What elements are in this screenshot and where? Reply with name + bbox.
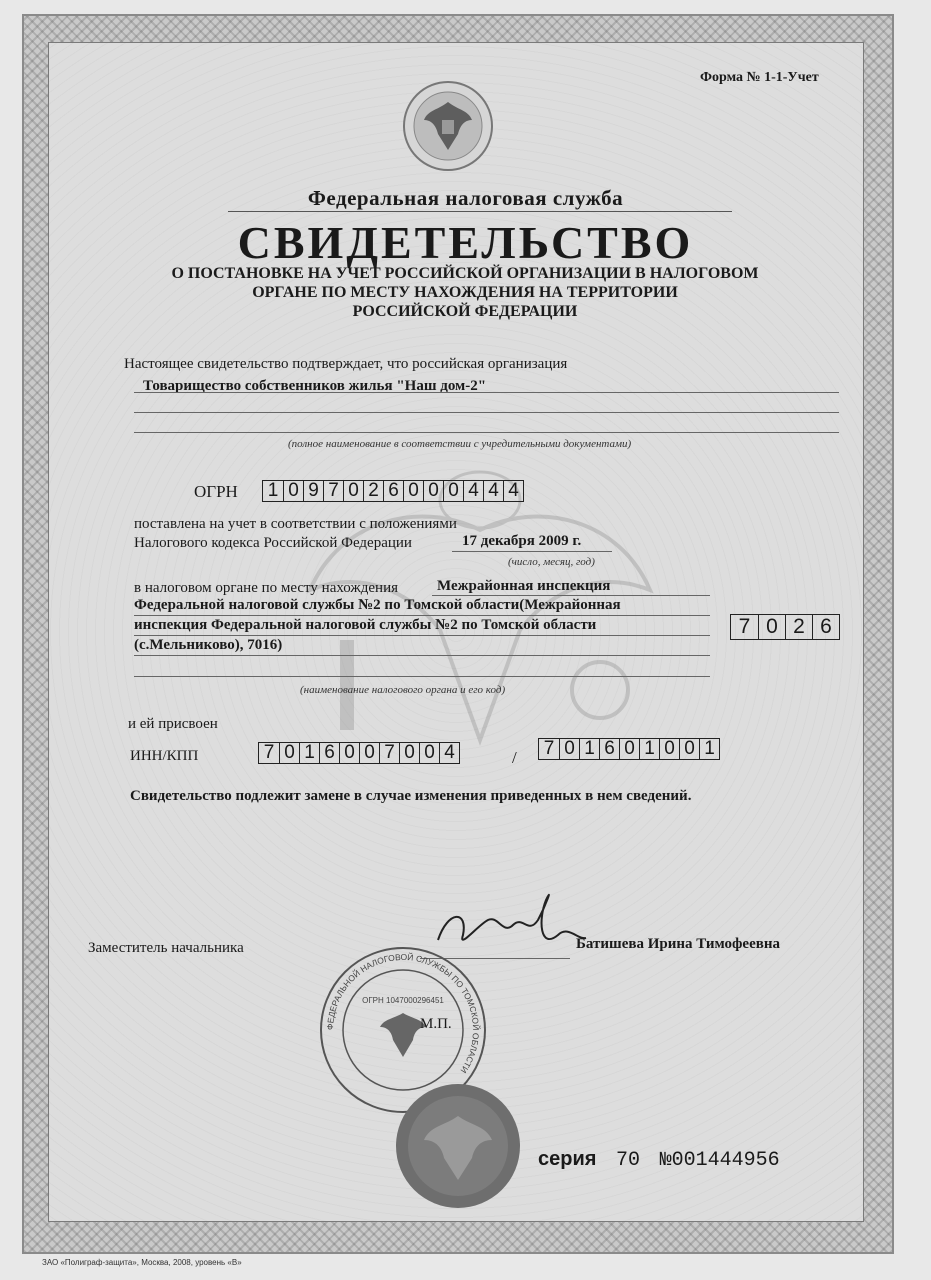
inn-value <box>258 742 460 764</box>
ogrn-value <box>262 480 524 502</box>
inn-digit: 0 <box>339 743 359 763</box>
agency-name: Федеральная налоговая служба <box>307 186 624 210</box>
ogrn-digit: 9 <box>303 481 323 501</box>
kpp-digit: 7 <box>543 738 555 759</box>
stamp-ogrn-text: ОГРН 1047000296451 <box>362 996 444 1005</box>
form-label: Форма № 1-1-Учет <box>700 70 819 85</box>
date-line <box>452 551 612 552</box>
kpp-digit: 0 <box>619 739 639 759</box>
inn-digit: 0 <box>359 743 379 763</box>
series-number <box>538 1148 780 1172</box>
signer-name: Батишева Ирина Тимофеевна <box>576 936 780 952</box>
authority-hint: (наименование налогового органа и его код) <box>300 684 506 696</box>
subtitle-line: РОССИЙСКОЙ ФЕДЕРАЦИИ <box>352 303 578 320</box>
kpp-digit: 0 <box>559 739 579 759</box>
series-label: серия <box>538 1148 597 1170</box>
authority-code-digit: 0 <box>758 615 785 639</box>
stamp-outer-text: ФЕДЕРАЛЬНОЙ НАЛОГОВОЙ СЛУЖБЫ ПО ТОМСКОЙ ОБЛАСТИ <box>324 951 482 1075</box>
ogrn-digit: 0 <box>283 481 303 501</box>
date-hint: (число, месяц, год) <box>508 556 595 568</box>
document-subtitle <box>120 264 810 321</box>
registration-text: поставлена на учет в соответствии с положениями <box>134 516 457 532</box>
authority-name-line: (с.Мельниково), 7016) <box>134 637 283 653</box>
document-title: СВИДЕТЕЛЬСТВО <box>237 217 694 268</box>
inn-digit: 6 <box>319 743 339 763</box>
inn-digit: 4 <box>439 743 459 763</box>
authority-name-line: Федеральной налоговой службы №2 по Томской области(Межрайонная <box>134 597 621 613</box>
org-line <box>134 412 839 413</box>
series-value: 70 <box>616 1149 641 1172</box>
ogrn-digit: 0 <box>443 481 463 501</box>
inn-kpp-separator: / <box>512 748 517 767</box>
kpp-value <box>538 738 720 760</box>
ogrn-digit: 4 <box>483 481 503 501</box>
kpp-digit: 0 <box>679 739 699 759</box>
assigned-text: и ей присвоен <box>128 716 218 732</box>
ogrn-digit: 4 <box>503 481 523 501</box>
inn-digit: 0 <box>399 743 419 763</box>
subtitle-line: О ПОСТАНОВКЕ НА УЧЕТ РОССИЙСКОЙ ОРГАНИЗАЦИИ В НАЛОГОВОМ <box>171 265 759 282</box>
authority-line <box>432 595 710 596</box>
org-line <box>134 432 839 433</box>
org-hint: (полное наименование в соответствии с учредительными документами) <box>288 438 632 450</box>
ogrn-digit: 0 <box>343 481 363 501</box>
kpp-digit: 0 <box>659 739 679 759</box>
inn-digit: 0 <box>279 743 299 763</box>
inn-digit: 7 <box>263 742 275 763</box>
replacement-note: Свидетельство подлежит замене в случае изменения приведенных в нем сведений. <box>130 788 692 804</box>
authority-line <box>134 615 710 616</box>
authority-code-digit: 6 <box>812 615 839 639</box>
subtitle-line: ОРГАНЕ ПО МЕСТУ НАХОЖДЕНИЯ НА ТЕРРИТОРИИ <box>252 284 678 301</box>
org-line <box>134 392 839 393</box>
kpp-digit: 6 <box>599 739 619 759</box>
ogrn-digit: 2 <box>363 481 383 501</box>
ogrn-digit: 0 <box>403 481 423 501</box>
authority-name-line: Межрайонная инспекция <box>437 578 611 594</box>
authority-code <box>730 614 840 640</box>
printer-imprint: ЗАО «Полиграф-защита», Москва, 2008, уровень «В» <box>42 1258 242 1267</box>
registration-text: Налогового кодекса Российской Федерации <box>134 535 412 551</box>
inn-digit: 0 <box>419 743 439 763</box>
kpp-digit: 1 <box>579 739 599 759</box>
ogrn-digit: 7 <box>323 481 343 501</box>
organization-name: Товарищество собственников жилья "Наш дом-2" <box>143 378 487 394</box>
authority-name-line: инспекция Федеральной налоговой службы №2 по Томской области <box>134 617 597 633</box>
authority-line <box>134 655 710 656</box>
authority-line <box>134 676 710 677</box>
stamp-place: М.П. <box>420 1016 452 1032</box>
hologram-sticker <box>394 1082 522 1210</box>
inn-kpp-label: ИНН/КПП <box>130 748 199 764</box>
registration-date: 17 декабря 2009 г. <box>462 533 582 549</box>
ogrn-digit: 0 <box>423 481 443 501</box>
ogrn-label: ОГРН <box>194 482 238 501</box>
authority-code-digit: 2 <box>785 615 812 639</box>
certificate-number: №001444956 <box>659 1149 780 1172</box>
inn-digit: 1 <box>299 743 319 763</box>
intro-text: Настоящее свидетельство подтверждает, что российская организация <box>124 356 568 372</box>
agency-underline <box>228 211 732 212</box>
ogrn-digit: 6 <box>383 481 403 501</box>
authority-intro: в налоговом органе по месту нахождения <box>134 580 399 596</box>
kpp-digit: 1 <box>639 739 659 759</box>
inn-digit: 7 <box>379 743 399 763</box>
fns-emblem-icon <box>402 80 494 172</box>
signer-position: Заместитель начальника <box>88 940 244 956</box>
ogrn-digit: 1 <box>267 480 279 501</box>
kpp-digit: 1 <box>699 739 719 759</box>
ogrn-digit: 4 <box>463 481 483 501</box>
authority-code-digit: 7 <box>738 615 751 638</box>
authority-line <box>134 635 710 636</box>
